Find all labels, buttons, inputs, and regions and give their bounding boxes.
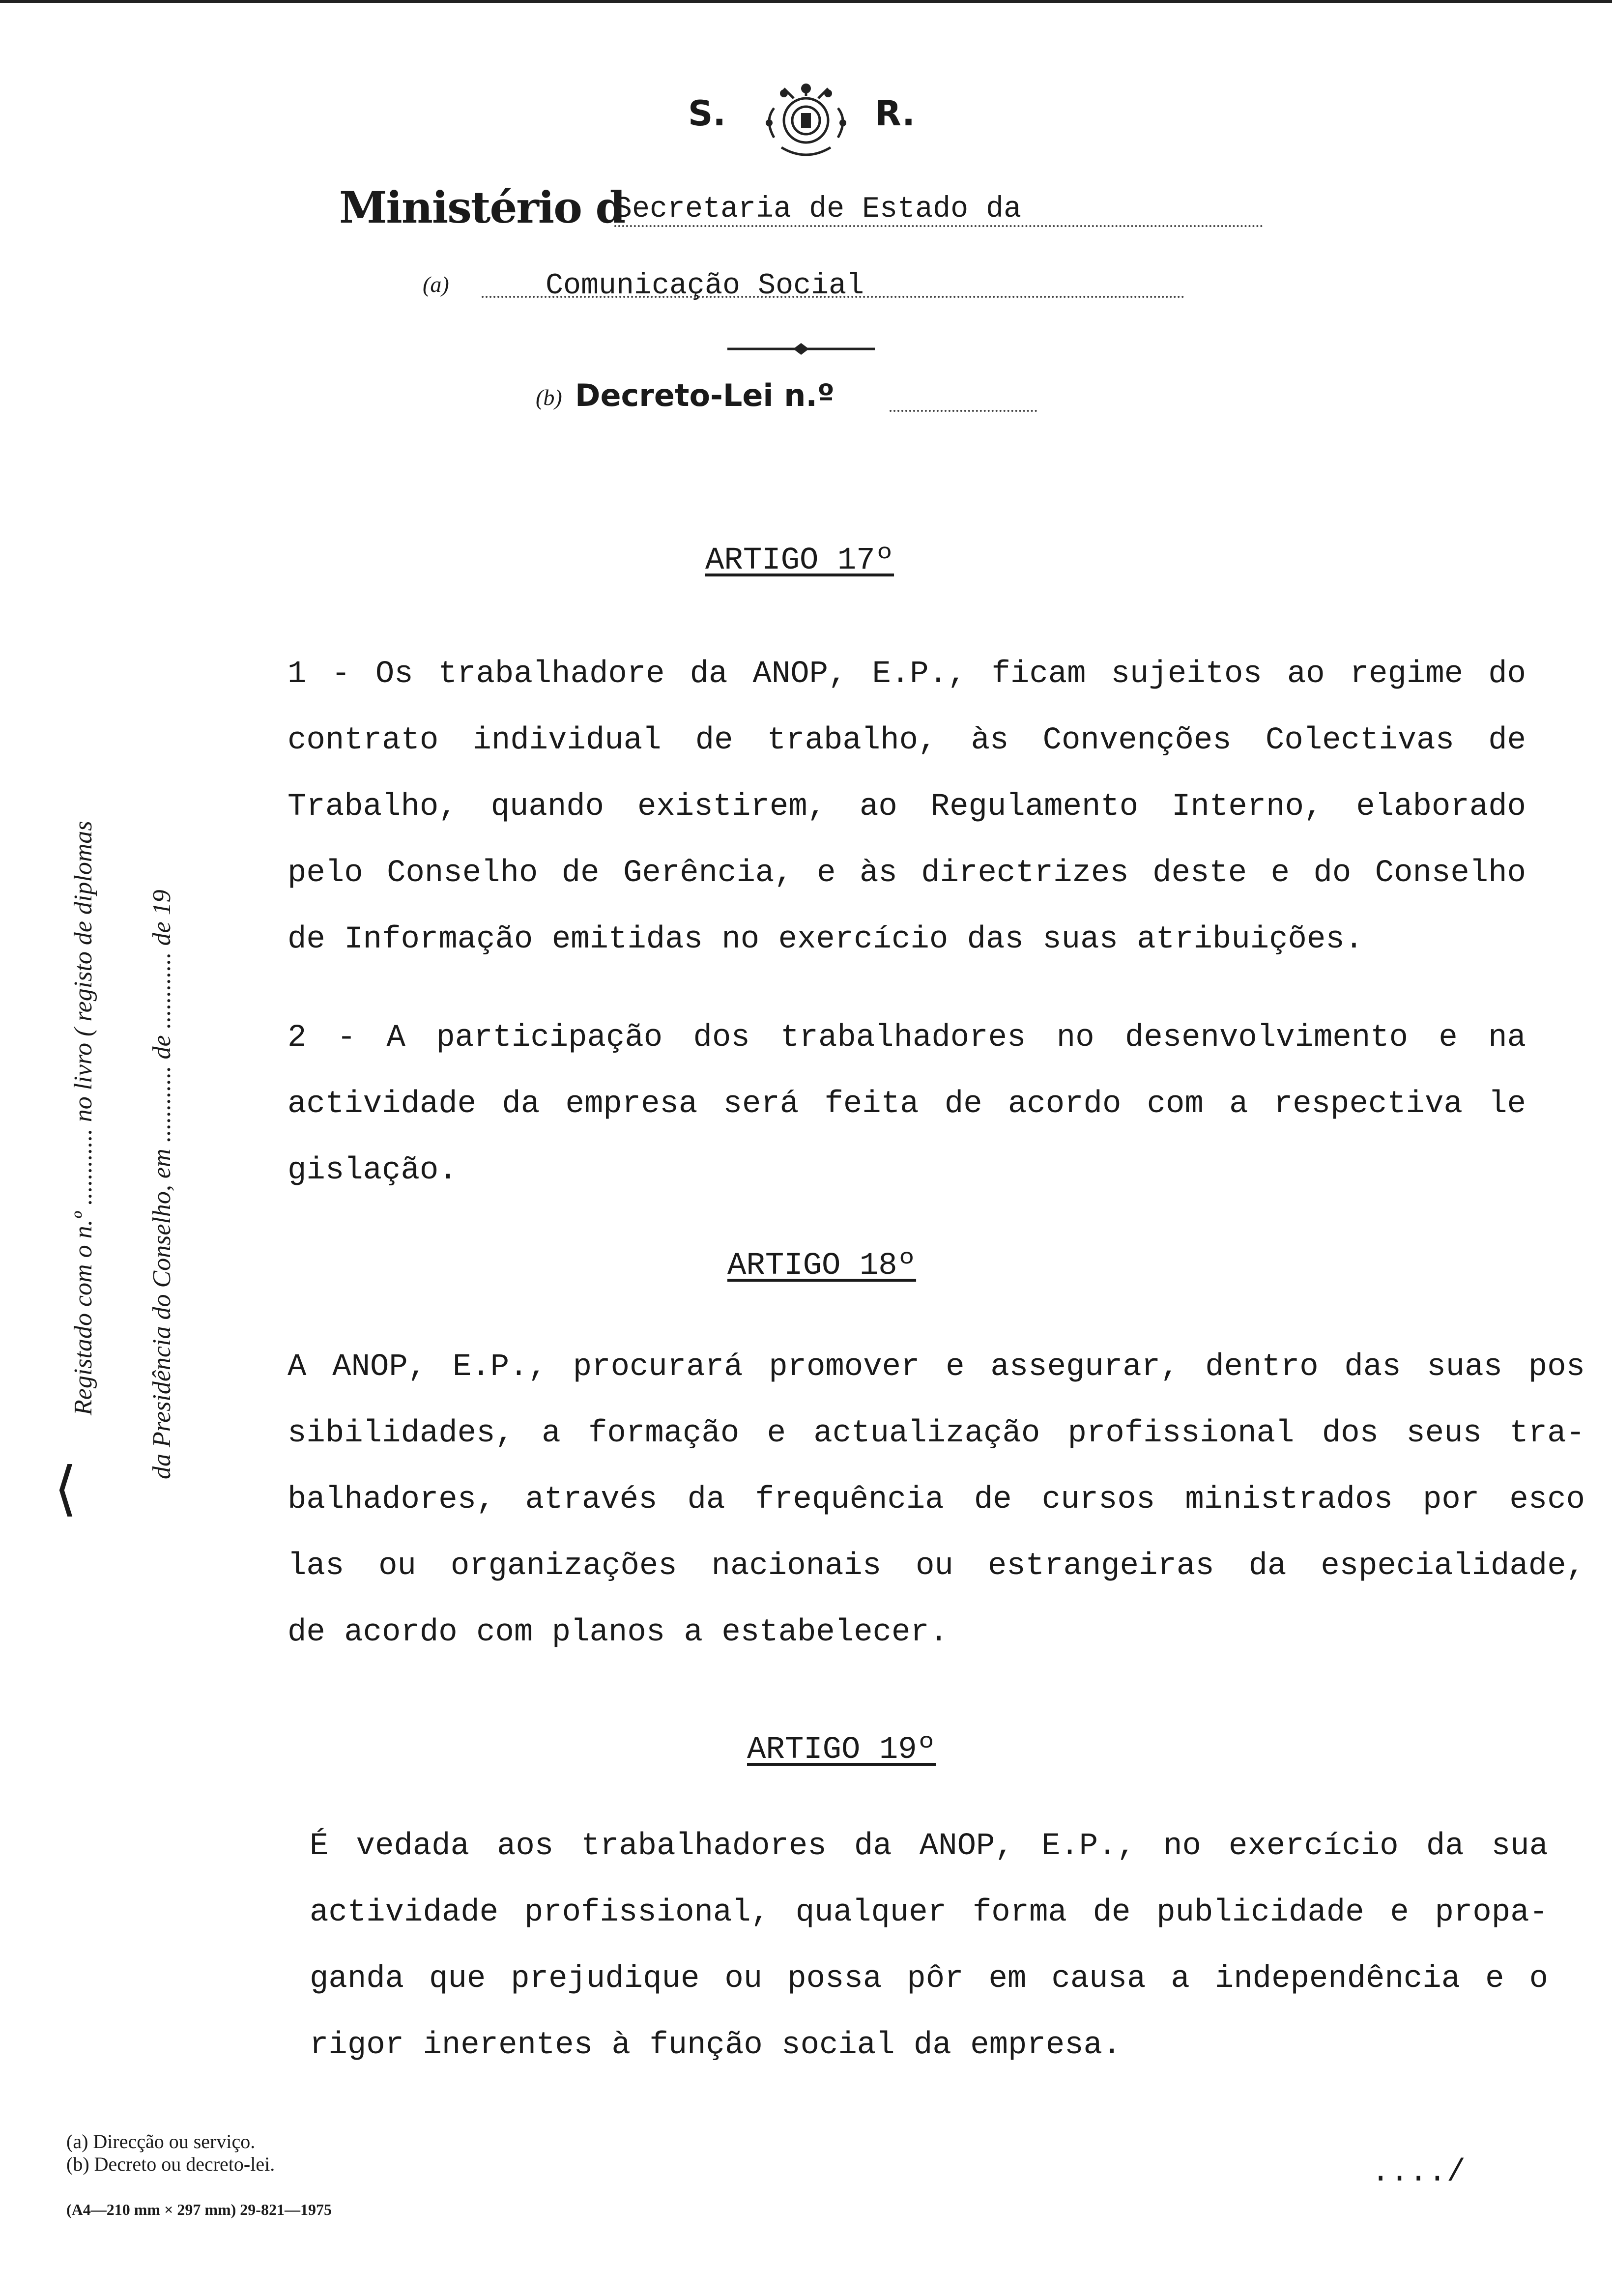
decree-value: Decreto-Lei n.º — [575, 377, 835, 413]
ministry-value: Secretaria de Estado da — [614, 193, 1022, 226]
text-line: A ANOP, E.P., procurará promover e assegurar, dentro das suas pos — [288, 1349, 1585, 1385]
text-line: É vedada aos trabalhadores da ANOP, E.P., no exercício da sua — [310, 1829, 1548, 1864]
service-line — [423, 260, 1184, 305]
divider-ornament — [727, 339, 875, 359]
article-19-paragraph — [310, 1813, 1548, 2079]
service-dotted-line — [482, 296, 1184, 298]
decree-line — [536, 373, 1037, 423]
text-line: 1 - Os trabalhadore da ANOP, E.P., ficam sujeitos ao regime do — [288, 657, 1526, 692]
text-line: ganda que prejudique ou possa pôr em causa a independência e o — [310, 1961, 1548, 1997]
text-line: actividade da empresa será feita de acordo com a respectiva le — [288, 1087, 1526, 1122]
form-format: (A4—210 mm × 297 mm) 29-821—1975 — [66, 2201, 332, 2218]
article-17-paragraph-2 — [288, 1005, 1526, 1204]
text-line: gislação. — [288, 1153, 458, 1188]
service-label: (a) — [423, 272, 449, 297]
ministry-line — [339, 182, 1263, 236]
ministry-dotted-line — [614, 225, 1263, 227]
text-line: de acordo com planos a estabelecer. — [288, 1615, 949, 1650]
republic-header — [678, 79, 934, 162]
footnote-a: (a) Direcção ou serviço. — [66, 2130, 256, 2152]
text-line: las ou organizações nacionais ou estrangeiras da especialidade, — [288, 1549, 1585, 1584]
ministry-label: Ministério d — [339, 182, 625, 233]
text-line: contrato individual de trabalho, às Convenções Colectivas de — [288, 723, 1526, 758]
footnote-b: (b) Decreto ou decreto-lei. — [66, 2153, 275, 2175]
margin-registration-line: Registado com o n.º ............ no livro ( registo de diplomas — [69, 821, 97, 1415]
decree-dotted-line — [890, 410, 1037, 412]
footer-notes — [66, 2130, 332, 2221]
s-letter: S. — [688, 93, 726, 134]
text-line: pelo Conselho de Gerência, e às directrizes deste e do Conselho — [288, 856, 1526, 891]
decree-label: (b) — [536, 385, 562, 410]
text-line: de Informação emitidas no exercício das suas atribuições. — [288, 922, 1364, 957]
margin-presidency-line: da Presidência do Conselho, em ............ de ............ de 19 — [148, 890, 176, 1479]
article-17-paragraph-1 — [288, 641, 1526, 973]
continuation-mark: ..../ — [1371, 2155, 1466, 2190]
r-letter: R. — [875, 93, 915, 134]
text-line: Trabalho, quando existirem, ao Regulamento Interno, elaborado — [288, 789, 1526, 825]
text-line: actividade profissional, qualquer forma de publicidade e propa- — [310, 1895, 1548, 1930]
text-line: balhadores, através da frequência de cursos ministrados por esco — [288, 1482, 1585, 1518]
coat-of-arms-icon — [754, 79, 858, 162]
text-line: 2 - A participação dos trabalhadores no desenvolvimento e na — [288, 1020, 1526, 1056]
article-17-title: ARTIGO 17º — [705, 543, 894, 578]
top-border — [0, 0, 1612, 3]
text-line: rigor inerentes à função social da empresa. — [310, 2028, 1122, 2063]
margin-bracket: ⟨ — [54, 1456, 77, 1521]
article-18-title: ARTIGO 18º — [727, 1248, 917, 1284]
service-value: Comunicação Social — [546, 269, 864, 303]
article-19-title: ARTIGO 19º — [747, 1732, 936, 1768]
article-18-paragraph — [288, 1334, 1585, 1666]
text-line: sibilidades, a formação e actualização profissional dos seus tra- — [288, 1416, 1585, 1451]
